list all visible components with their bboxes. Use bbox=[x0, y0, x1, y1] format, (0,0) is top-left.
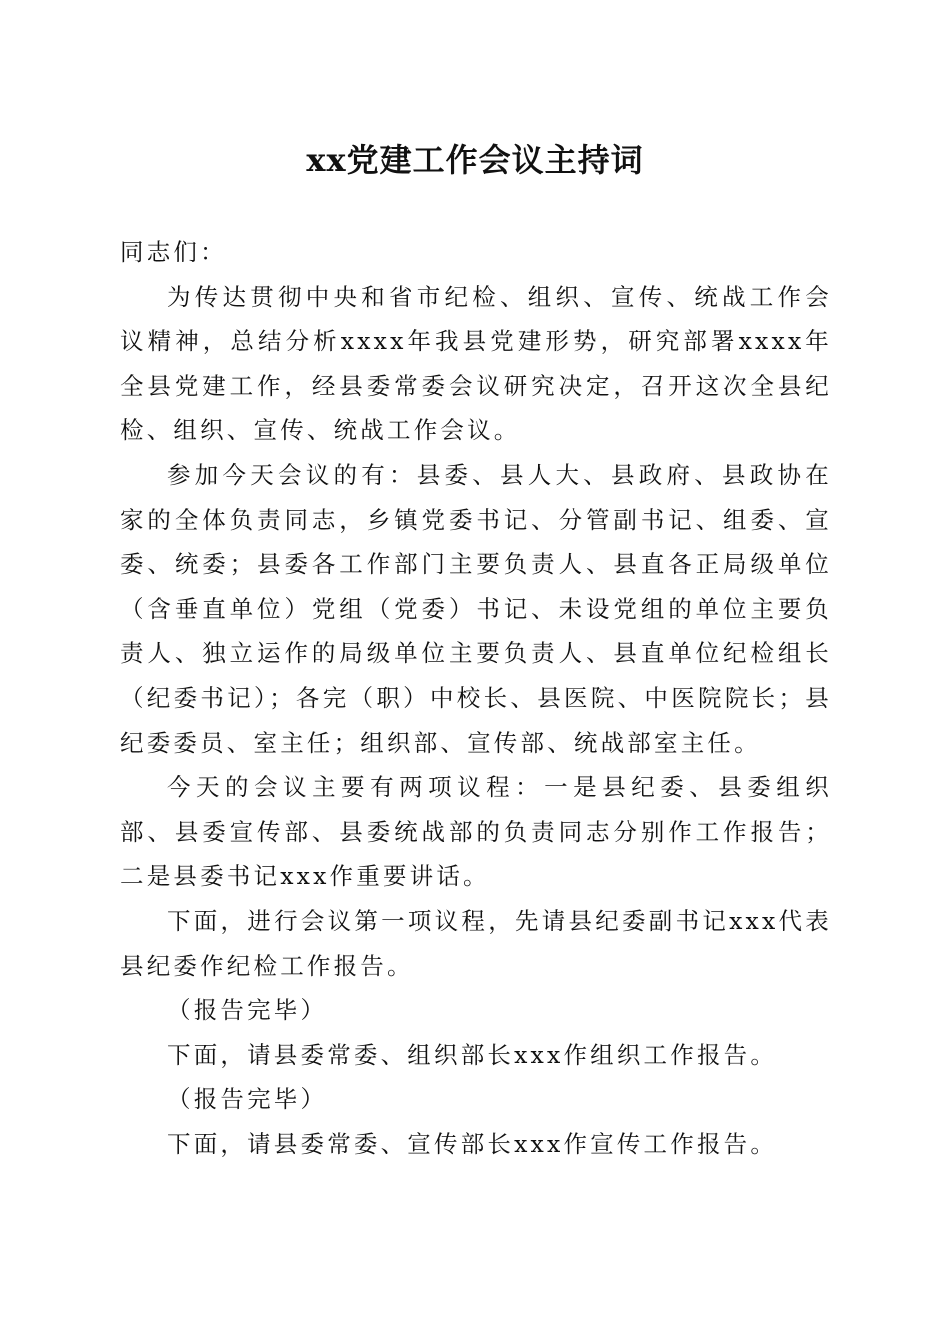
paragraph-agenda: 今天的会议主要有两项议程：一是县纪委、县委组织部、县委宣传部、县委统战部的负责同志分别作工作报告；二是县委书记xxx作重要讲话。 bbox=[120, 773, 832, 891]
document-title: xx党建工作会议主持词 bbox=[306, 141, 644, 179]
paragraph-attendees: 参加今天会议的有：县委、县人大、县政府、县政协在家的全体负责同志，乡镇党委书记、分管副书记、组委、宣委、统委；县委各工作部门主要负责人、县直各正局级单位（含垂直单位）党组（党委）书记、未设党组的单位主要负责人、独立运作的局级单位主要负责人、县直单位纪检组长（纪委书记）；各完（职）中校长、县医院、中医院院长；县纪委委员、室主任；组织部、宣传部、统战部室主任。 bbox=[120, 460, 832, 757]
document-body bbox=[120, 230, 832, 1166]
salutation: 同志们： bbox=[120, 238, 227, 266]
report-finished-note: （报告完毕） bbox=[167, 996, 328, 1025]
paragraph-purpose: 为传达贯彻中央和省市纪检、组织、宣传、统战工作会议精神，总结分析xxxx年我县党建形势，研究部署xxxx年全县党建工作，经县委常委会议研究决定，召开这次全县纪检、组织、宣传、统战工作会议。 bbox=[120, 282, 832, 445]
paragraph-propaganda-report: 下面，请县委常委、宣传部长xxx作宣传工作报告。 bbox=[167, 1129, 778, 1158]
paragraph-organization-report: 下面，请县委常委、组织部长xxx作组织工作报告。 bbox=[167, 1040, 778, 1069]
paragraph-first-item: 下面，进行会议第一项议程，先请县纪委副书记xxx代表县纪委作纪检工作报告。 bbox=[120, 906, 832, 980]
report-finished-note: （报告完毕） bbox=[167, 1085, 328, 1114]
